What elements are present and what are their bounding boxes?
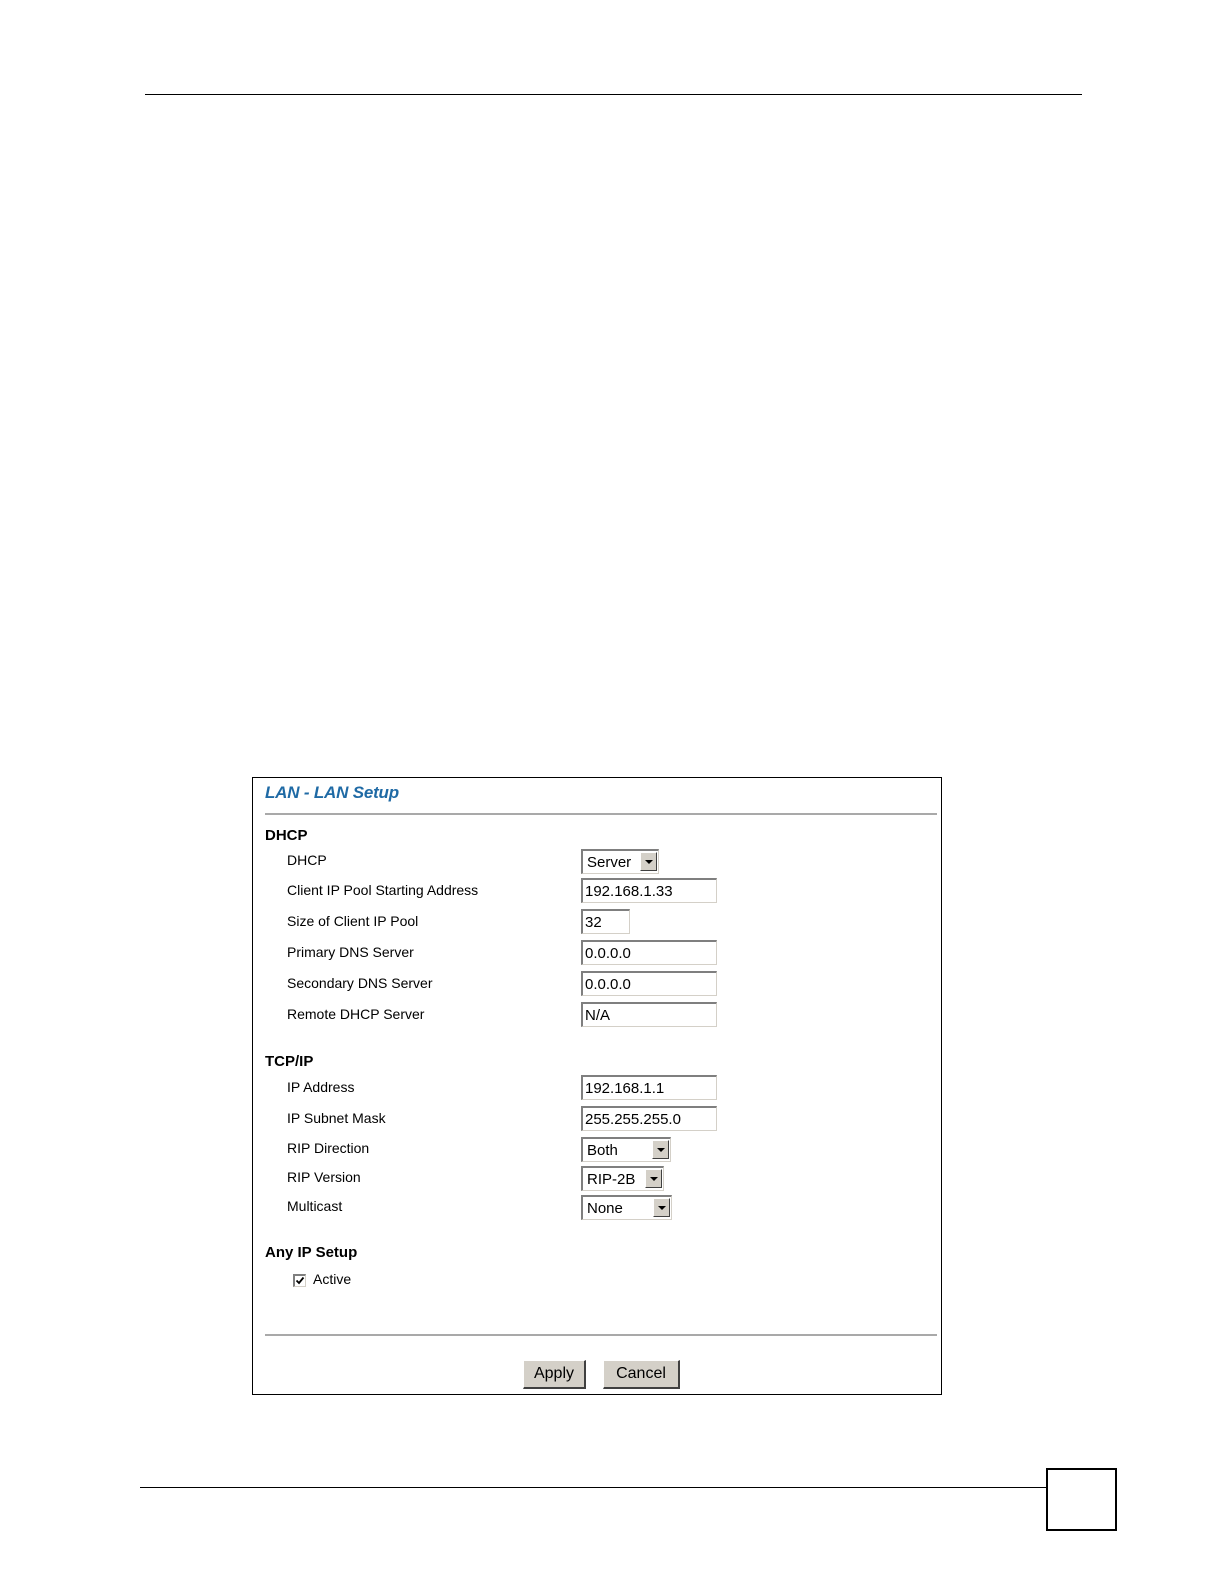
anyip-section-title: Any IP Setup [265, 1244, 358, 1261]
rip-direction-value: Both [587, 1142, 618, 1159]
primary-dns-input[interactable]: 0.0.0.0 [581, 940, 717, 965]
lan-setup-panel [252, 777, 942, 1395]
dropdown-arrow-icon[interactable] [645, 1169, 662, 1188]
rip-direction-label: RIP Direction [287, 1140, 370, 1156]
title-divider [265, 813, 937, 815]
pool-start-label: Client IP Pool Starting Address [287, 882, 479, 898]
rip-direction-select[interactable] [581, 1137, 671, 1162]
page-header-rule [145, 94, 1082, 95]
dhcp-section-title: DHCP [265, 827, 308, 844]
page-footer-rule [140, 1487, 1048, 1488]
multicast-select[interactable] [581, 1195, 672, 1220]
active-checkbox[interactable] [293, 1274, 306, 1287]
primary-dns-label: Primary DNS Server [287, 944, 414, 960]
secondary-dns-input[interactable]: 0.0.0.0 [581, 971, 717, 996]
dhcp-label: DHCP [287, 852, 327, 868]
pool-size-label: Size of Client IP Pool [287, 913, 419, 929]
multicast-value: None [587, 1200, 623, 1217]
checkmark-icon [295, 1276, 305, 1286]
panel-title: LAN - LAN Setup [265, 783, 399, 802]
rip-version-label: RIP Version [287, 1169, 361, 1185]
remote-dhcp-label: Remote DHCP Server [287, 1006, 425, 1022]
dropdown-arrow-icon[interactable] [652, 1140, 669, 1159]
dhcp-select[interactable] [581, 849, 659, 874]
active-label: Active [313, 1271, 352, 1287]
rip-version-value: RIP-2B [587, 1171, 636, 1188]
pool-size-input[interactable]: 32 [581, 909, 630, 934]
page-number-box [1046, 1468, 1117, 1531]
cancel-button[interactable]: Cancel [603, 1360, 680, 1389]
remote-dhcp-input[interactable]: N/A [581, 1002, 717, 1027]
secondary-dns-label: Secondary DNS Server [287, 975, 433, 991]
multicast-label: Multicast [287, 1198, 343, 1214]
subnet-mask-input[interactable]: 255.255.255.0 [581, 1106, 717, 1131]
tcpip-section-title: TCP/IP [265, 1053, 314, 1070]
subnet-mask-label: IP Subnet Mask [287, 1110, 386, 1126]
pool-start-input[interactable]: 192.168.1.33 [581, 878, 717, 903]
dropdown-arrow-icon[interactable] [640, 852, 657, 871]
apply-button[interactable]: Apply [523, 1360, 586, 1389]
rip-version-select[interactable] [581, 1166, 664, 1191]
dhcp-select-value: Server [587, 854, 632, 871]
footer-divider [265, 1334, 937, 1336]
ip-address-label: IP Address [287, 1079, 355, 1095]
dropdown-arrow-icon[interactable] [653, 1198, 670, 1217]
ip-address-input[interactable]: 192.168.1.1 [581, 1075, 717, 1100]
